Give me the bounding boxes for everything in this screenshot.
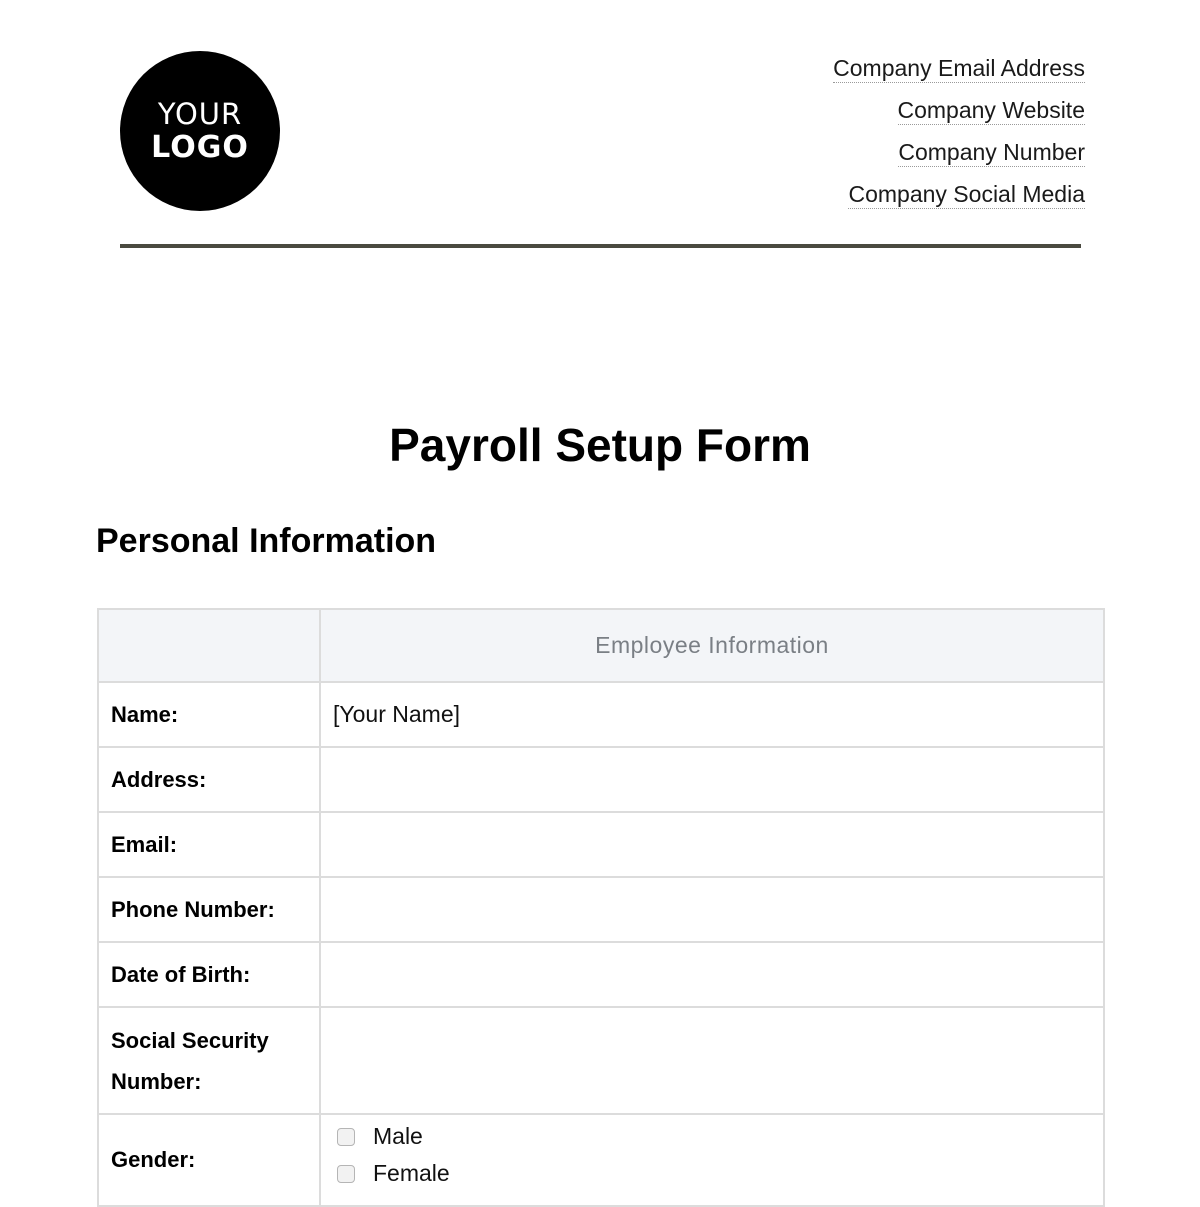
address-field[interactable] [320,747,1104,812]
company-social-media: Company Social Media [848,181,1085,207]
company-email: Company Email Address [833,55,1085,81]
logo-text-line2: LOGO [151,129,249,165]
name-label: Name: [98,682,320,747]
header-divider [120,244,1081,248]
table-header-row [98,609,1104,682]
company-contact-block [833,54,1085,222]
table-row-date-of-birth [98,942,1104,1007]
page-title: Payroll Setup Form [389,419,811,471]
phone-number-label: Phone Number: [98,877,320,942]
email-field[interactable] [320,812,1104,877]
table-row-email [98,812,1104,877]
table-row-social-security-number [98,1007,1104,1114]
table-row-name [98,682,1104,747]
phone-number-field[interactable] [320,877,1104,942]
checkbox-male[interactable] [337,1128,355,1146]
table-row-gender [98,1114,1104,1206]
logo-text-line1: YOUR [157,96,243,131]
social-security-number-label: Social Security Number: [98,1007,320,1114]
gender-label: Gender: [98,1114,320,1206]
gender-option-male[interactable] [333,1123,1091,1150]
checkbox-female[interactable] [337,1165,355,1183]
employee-information-table [97,608,1105,1207]
date-of-birth-field[interactable] [320,942,1104,1007]
table-header-employee-information: Employee Information [320,609,1104,682]
name-field[interactable]: [Your Name] [320,682,1104,747]
company-logo [120,51,280,211]
gender-options [320,1114,1104,1206]
company-website: Company Website [897,97,1085,123]
date-of-birth-label: Date of Birth: [98,942,320,1007]
table-header-empty-cell [98,609,320,682]
address-label: Address: [98,747,320,812]
gender-option-female[interactable] [333,1160,1091,1187]
company-number: Company Number [898,139,1085,165]
table-row-phone-number [98,877,1104,942]
gender-option-male-label: Male [373,1123,423,1149]
email-label: Email: [98,812,320,877]
gender-option-female-label: Female [373,1160,450,1186]
social-security-number-field[interactable] [320,1007,1104,1114]
table-row-address [98,747,1104,812]
section-title-personal-information: Personal Information [96,522,437,560]
